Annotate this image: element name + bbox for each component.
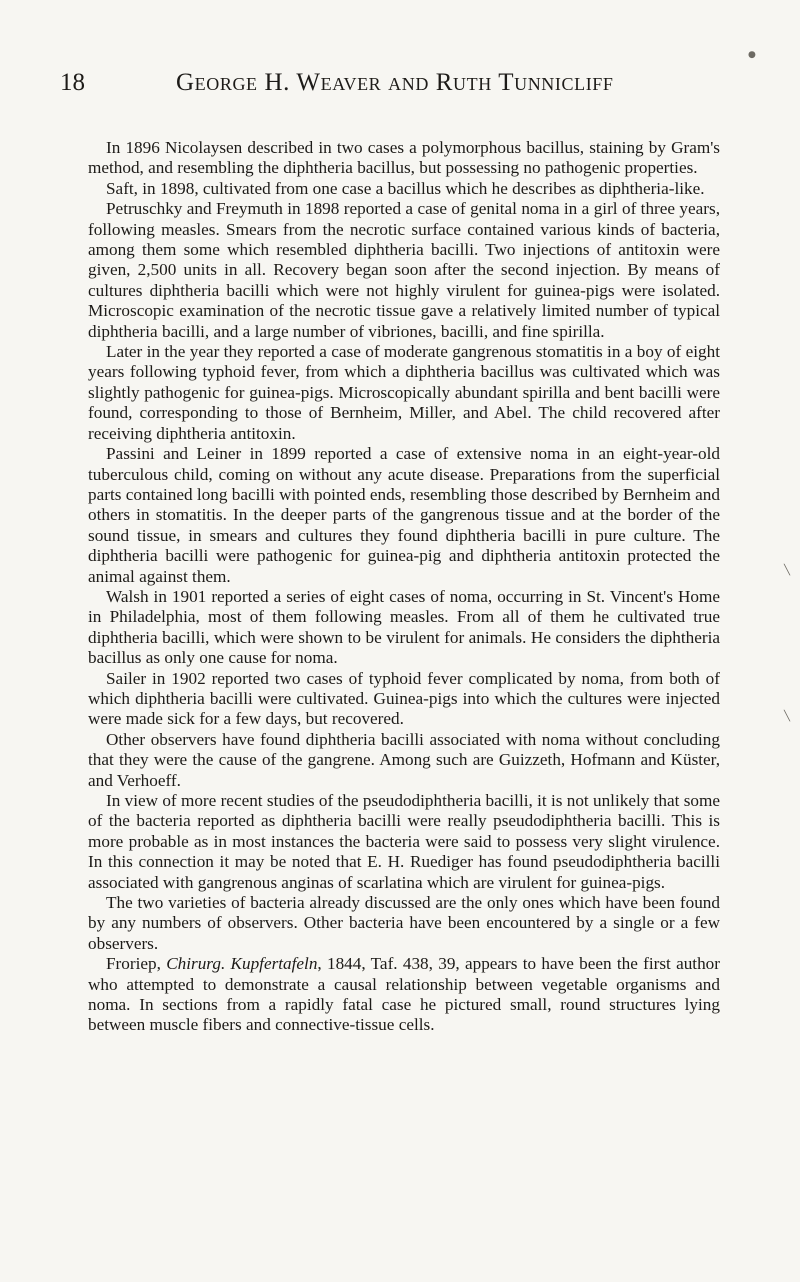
paragraph: In 1896 Nicolaysen described in two cases a polymorphous bacillus, staining by Gram's method, and resembling the diphtheria bacillus, but possessing no pathogenic properties. bbox=[88, 138, 720, 178]
paragraph: Walsh in 1901 reported a series of eight cases of noma, occurring in St. Vincent's Home in Philadelphia, most of them following measles. From all of them he cultivated true diphtheria bacilli, which were shown to be virulent for animals. He considers the diphtheria bacillus as only one cause for noma. bbox=[88, 586, 720, 668]
page-number: 18 bbox=[60, 69, 85, 96]
paragraph-text: Froriep, bbox=[106, 954, 167, 974]
paragraph: Passini and Leiner in 1899 reported a case of extensive noma in an eight-year-old tuberculous child, coming on without any acute disease. Preparations from the superficial parts contained long bacilli with pointed ends, resembling those described by Bernheim and others in stomatitis. In the deeper parts of the gangrenous tissue and at the border of the sound tissue, in smears and cultures they found diphtheria bacilli in pure culture. The diphtheria bacilli were pathogenic for guinea-pig and diphtheria antitoxin protected the animal against them. bbox=[88, 444, 720, 586]
paragraph: Saft, in 1898, cultivated from one case a bacillus which he describes as diphtheria-like. bbox=[106, 178, 705, 198]
page-header bbox=[60, 66, 760, 100]
body-text bbox=[88, 138, 720, 1036]
paragraph: Sailer in 1902 reported two cases of typhoid fever complicated by noma, from both of which diphtheria bacilli were cultivated. Guinea-pigs into which the cultures were injected were made sick for a few days, but recovered. bbox=[88, 668, 720, 729]
stray-dot-mark: ● bbox=[748, 50, 756, 60]
stray-margin-mark: ╲ bbox=[784, 565, 791, 576]
running-head: George H. Weaver and Ruth Tunnicliff bbox=[176, 69, 614, 96]
stray-margin-mark: ╲ bbox=[784, 711, 791, 722]
paragraph: Petruschky and Freymuth in 1898 reported a case of genital noma in a girl of three years, following measles. Smears from the necrotic surface contained various kinds of bacteria, among them some which resembled diphtheria bacilli. Two injections of antitoxin were given, 2,500 units in all. Recovery began soon after the second injection. By means of cultures diphtheria bacilli which were not highly virulent for guinea-pigs were isolated. Microscopic examination of the necrotic tissue gave a relatively limited number of typical diphtheria bacilli, and a large number of vibriones, bacilli, and fine spirilla. bbox=[88, 199, 720, 341]
paragraph: Later in the year they reported a case of moderate gangrenous stomatitis in a boy of eight years following typhoid fever, from which a diphtheria bacillus was cultivated which was slightly pathogenic for guinea-pigs. Microscopically abundant spirilla and bent bacilli were found, corresponding to those of Bernheim, Miller, and Abel. The child recovered after receiving diphtheria antitoxin. bbox=[88, 342, 720, 443]
journal-title: Chirurg. Kupfertafeln bbox=[166, 954, 318, 974]
paragraph: The two varieties of bacteria already discussed are the only ones which have been found by any numbers of observers. Other bacteria have been encountered by a single or a few observers. bbox=[88, 893, 720, 953]
paragraph: In view of more recent studies of the pseudodiphtheria bacilli, it is not unlikely that some of the bacteria reported as diphtheria bacilli were really pseudodiphtheria bacilli. This is more probable as in most instances the bacteria were said to possess very slight virulence. In this connection it may be noted that E. H. Ruediger has found pseudodiphtheria bacilli associated with gangrenous anginas of scarlatina which are virulent for guinea-pigs. bbox=[88, 791, 720, 892]
paragraph: Other observers have found diphtheria bacilli associated with noma without concluding that they were the cause of the gangrene. Among such are Guizzeth, Hofmann and Küster, and Verhoeff. bbox=[88, 729, 720, 790]
paragraph-text: , 1844, Taf. 438, 39, appears to have been the first author who attempted to demonstrate a causal relationship between vegetable organisms and noma. In sections from a rapidly fatal case he pictured small, round structures lying between muscle fibers and connective-tissue cells. bbox=[88, 954, 720, 1035]
paragraph bbox=[88, 954, 720, 1036]
